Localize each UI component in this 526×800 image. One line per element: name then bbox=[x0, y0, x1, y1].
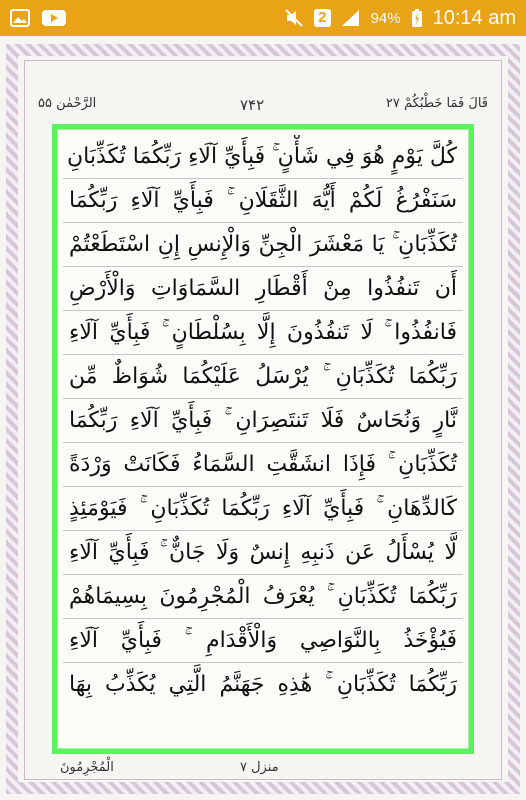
text-line[interactable]: لَّا يُسْأَلُ عَن ذَنبِهِ إِنسٌ وَلَا جَانٌّ ۚ فَبِأَيِّ آلَاءِ bbox=[63, 531, 463, 575]
manzil-label: منزل ۷ bbox=[240, 760, 279, 775]
text-line[interactable]: كُلَّ يَوْمٍ هُوَ فِي شَأْنٍ ۚ فَبِأَيِّ آلَاءِ رَبِّكُمَا تُكَذِّبَانِ bbox=[63, 135, 463, 179]
battery-percent: 94% bbox=[370, 9, 401, 27]
gallery-icon bbox=[10, 9, 30, 27]
page-number: ۷۴۲ bbox=[240, 96, 265, 114]
text-line[interactable]: سَنَفْرُغُ لَكُمْ أَيُّهَ الثَّقَلَانِ ۚ فَبِأَيِّ آلَاءِ رَبِّكُمَا bbox=[63, 179, 463, 223]
catchword: الْمُجْرِمُونَ bbox=[60, 760, 114, 775]
surah-name: الرَّحْمٰن ۵۵ bbox=[38, 96, 97, 111]
text-line[interactable]: رَبِّكُمَا تُكَذِّبَانِ ۚ يُعْرَفُ الْمُجْرِمُونَ بِسِيمَاهُمْ bbox=[63, 575, 463, 619]
status-bar bbox=[0, 0, 526, 36]
text-line[interactable]: فَيُؤْخَذُ بِالنَّوَاصِي وَالْأَقْدَامِ ۚ فَبِأَيِّ آلَاءِ bbox=[63, 619, 463, 663]
text-line[interactable]: أَن تَنفُذُوا مِنْ أَقْطَارِ السَّمَاوَاتِ وَالْأَرْضِ bbox=[63, 267, 463, 311]
verse-lines bbox=[63, 135, 463, 743]
text-line[interactable]: كَالدِّهَانِ ۚ فَبِأَيِّ آلَاءِ رَبِّكُمَا تُكَذِّبَانِ ۚ فَيَوْمَئِذٍ bbox=[63, 487, 463, 531]
mushaf-page[interactable] bbox=[0, 36, 526, 800]
mute-icon bbox=[284, 8, 304, 28]
juz-name: قَالَ فَمَا خَطْبُكُمْ ۲۷ bbox=[385, 96, 488, 111]
text-line[interactable]: تُكَذِّبَانِ ۚ فَإِذَا انشَقَّتِ السَّمَاءُ فَكَانَتْ وَرْدَةً bbox=[63, 443, 463, 487]
status-bar-left bbox=[10, 9, 66, 27]
highlighted-text-box[interactable] bbox=[52, 124, 474, 754]
signal-icon bbox=[341, 9, 361, 27]
youtube-icon bbox=[42, 9, 66, 27]
text-line[interactable]: رَبِّكُمَا تُكَذِّبَانِ ۚ هَٰذِهِ جَهَنَّمُ الَّتِي يُكَذِّبُ بِهَا bbox=[69, 672, 457, 697]
text-line[interactable]: نَّارٍ وَنُحَاسٌ فَلَا تَنتَصِرَانِ ۚ فَبِأَيِّ آلَاءِ رَبِّكُمَا bbox=[63, 399, 463, 443]
text-line[interactable]: فَانفُذُوا ۚ لَا تَنفُذُونَ إِلَّا بِسُلْطَانٍ ۚ فَبِأَيِّ آلَاءِ bbox=[63, 311, 463, 355]
text-line[interactable]: رَبِّكُمَا تُكَذِّبَانِ ۚ يُرْسَلُ عَلَيْكُمَا شُوَاظٌ مِّن bbox=[63, 355, 463, 399]
sim-badge: 2 bbox=[314, 9, 330, 27]
text-line[interactable]: تُكَذِّبَانِ ۚ يَا مَعْشَرَ الْجِنِّ وَالْإِنسِ إِنِ اسْتَطَعْتُمْ bbox=[63, 223, 463, 267]
status-bar-right bbox=[284, 7, 516, 30]
clock: 10:14 am bbox=[432, 6, 516, 29]
battery-charging-icon bbox=[411, 8, 423, 28]
